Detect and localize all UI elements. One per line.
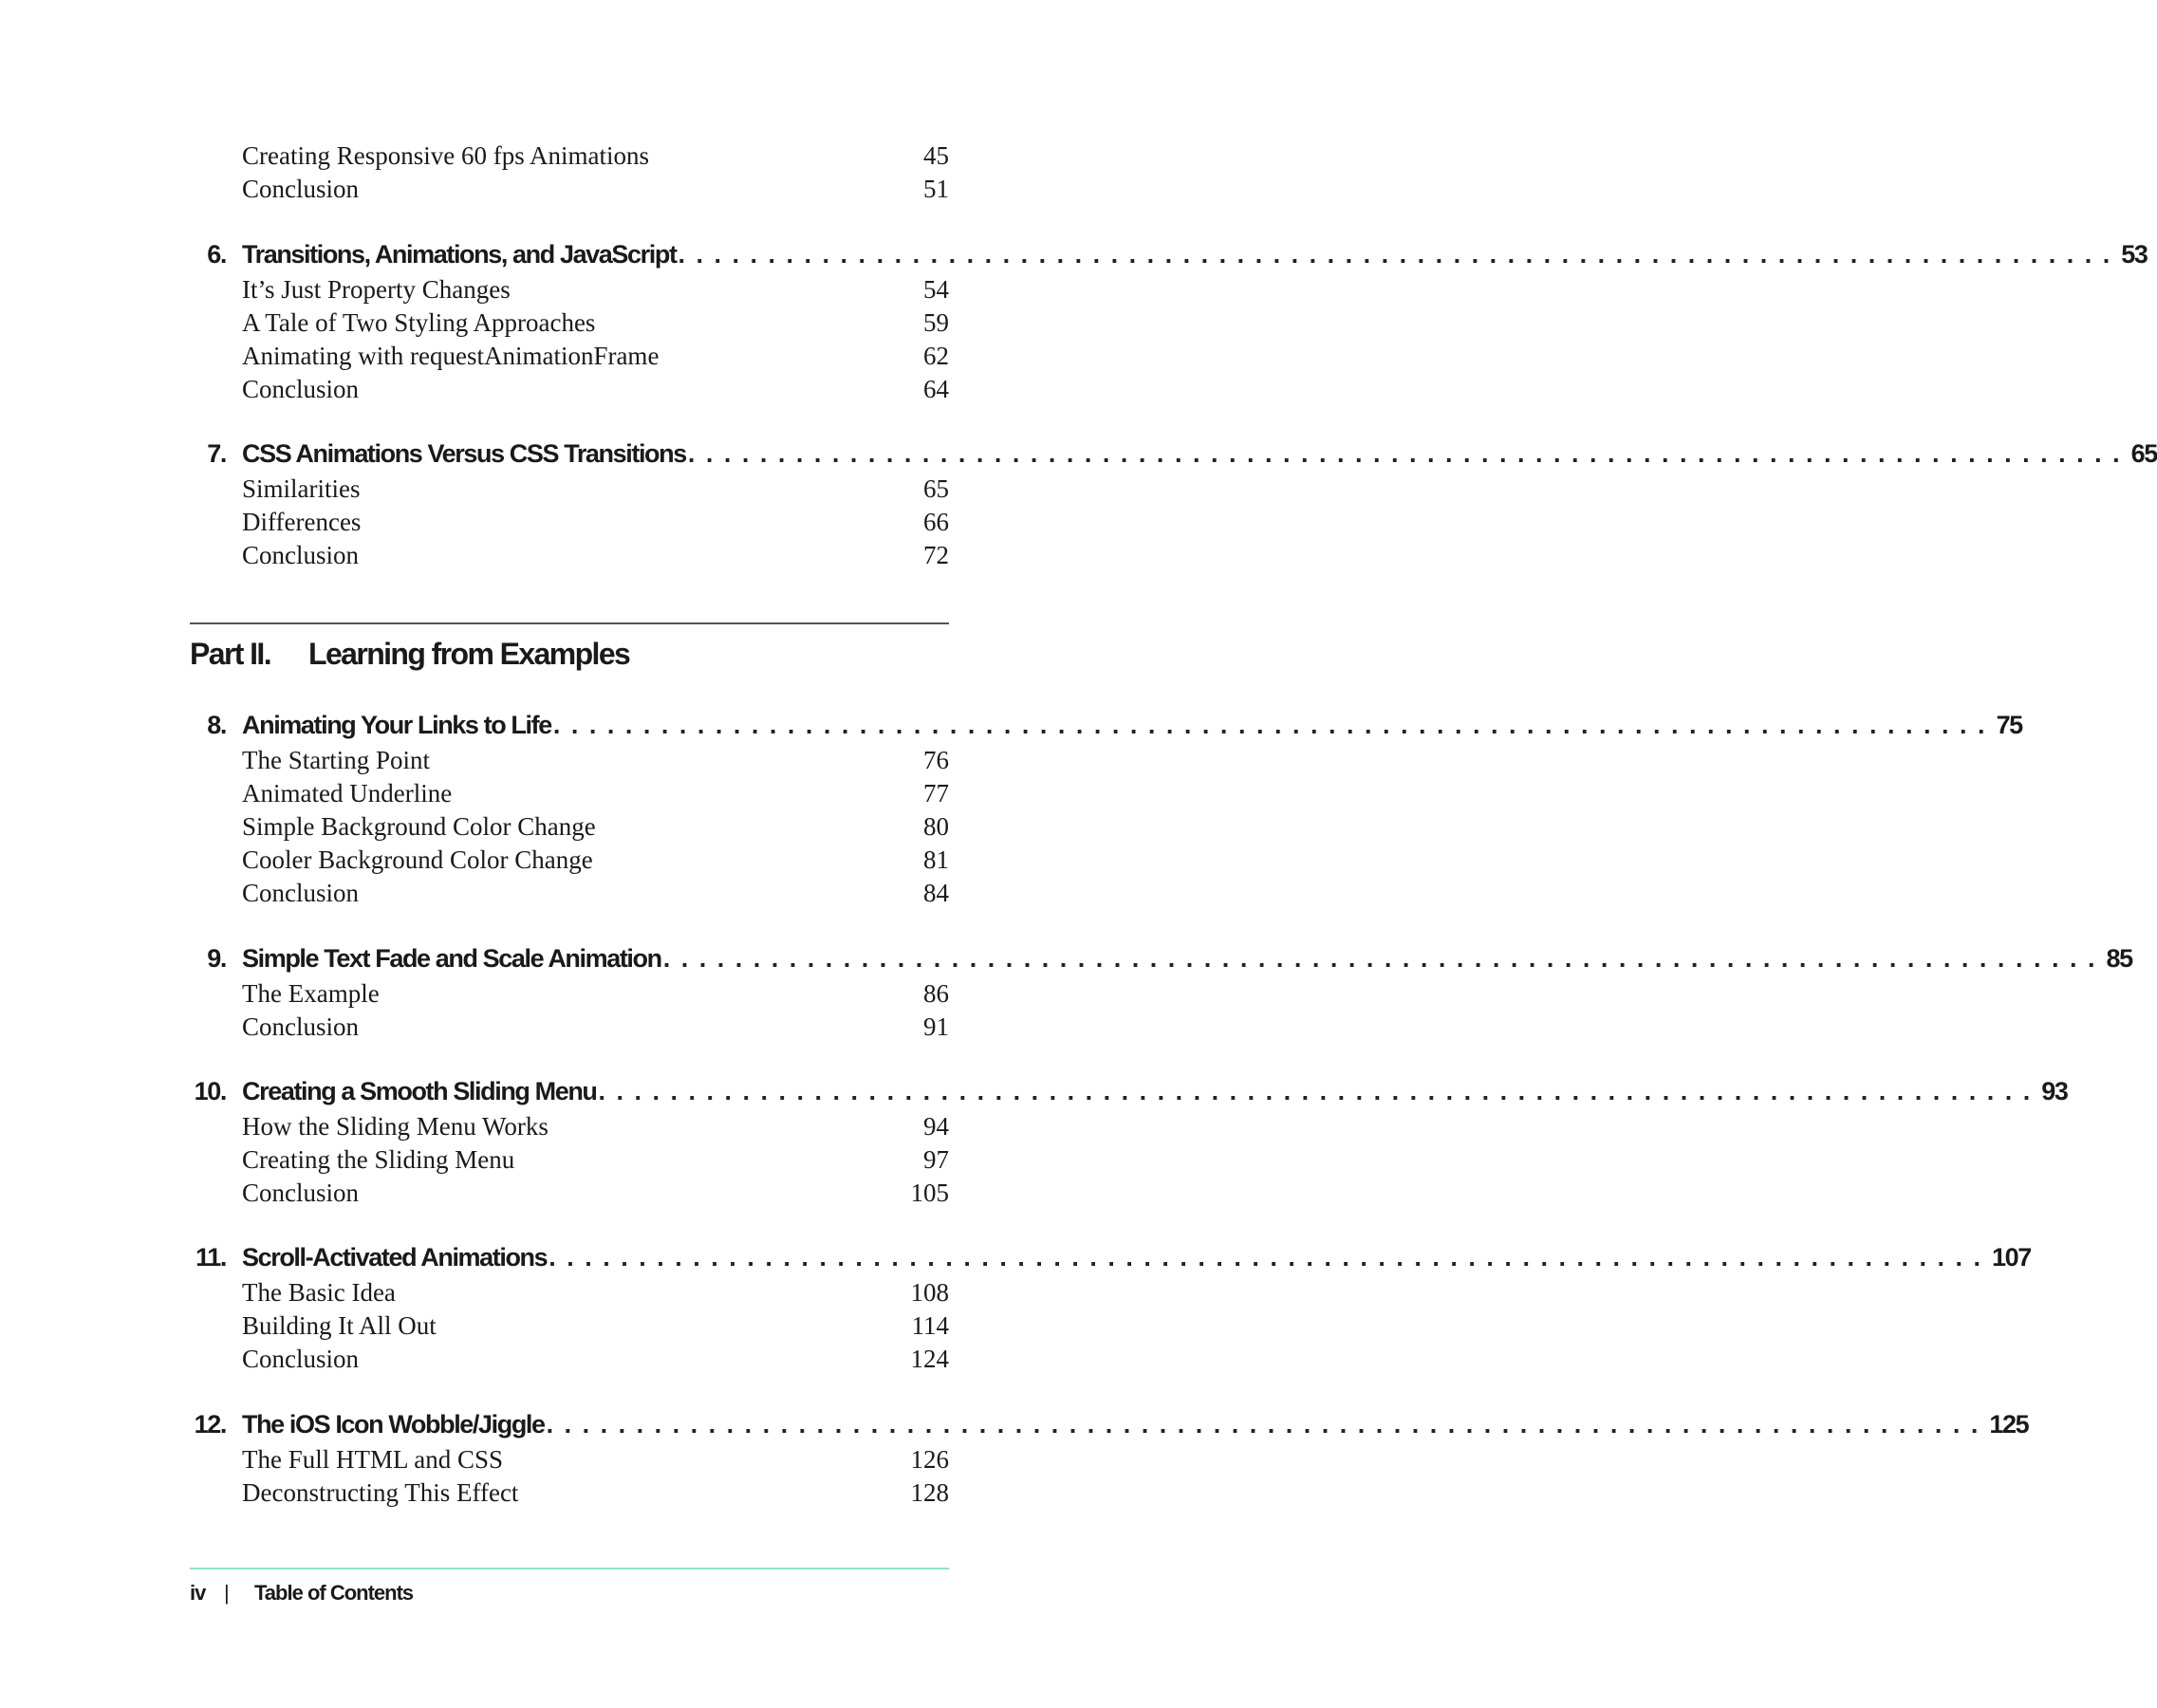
entry-title: Conclusion <box>242 375 360 403</box>
chapter-number: 6. <box>207 240 226 269</box>
entry-page: 105 <box>910 1179 949 1207</box>
chapter-title: Scroll-Activated Animations <box>242 1243 548 1272</box>
dot-leader: . . . . . . . . . . . . . . . . . . . . . . . . . . . . . . . . . . . . . . . . . . . . . . . . . . . . . . . . . . . . . . . . . . . . . . . . . . . . . . . . <box>662 944 2097 973</box>
footer-rule <box>190 1568 949 1569</box>
entry-title: Similarities <box>242 474 361 503</box>
chapter-leader-line <box>242 237 2148 271</box>
part-title: Learning from Examples <box>308 637 630 671</box>
toc-entry[interactable] <box>0 1110 1139 1142</box>
chapter-leader-line <box>242 436 2157 471</box>
entry-page: 45 <box>923 141 949 170</box>
chapter-page: 53 <box>2121 240 2148 269</box>
chapter-heading[interactable] <box>0 1074 2068 1108</box>
toc-entry[interactable] <box>0 1343 1139 1375</box>
chapter-leader-line <box>242 1240 2031 1274</box>
chapter-number: 9. <box>207 944 226 973</box>
toc-entry[interactable] <box>0 306 1139 339</box>
entry-title: Conclusion <box>242 541 360 569</box>
entry-title: Deconstructing This Effect <box>242 1478 519 1507</box>
chapter-page: 93 <box>2041 1077 2068 1105</box>
entry-page: 80 <box>923 812 949 841</box>
entry-page: 81 <box>923 845 949 874</box>
entry-title: Conclusion <box>242 879 360 907</box>
chapter-leader-line <box>242 708 2022 742</box>
entry-title: Animating with requestAnimationFrame <box>242 342 660 370</box>
part-divider <box>190 622 949 624</box>
chapter-page: 65 <box>2130 439 2157 468</box>
chapter-leader-line <box>242 1074 2068 1108</box>
entry-page: 84 <box>923 879 949 907</box>
entry-page: 124 <box>910 1345 949 1373</box>
entry-title: Conclusion <box>242 1012 360 1041</box>
footer-separator: | <box>224 1581 229 1605</box>
chapter-title: Simple Text Fade and Scale Animation <box>242 944 661 973</box>
entry-page: 62 <box>923 342 949 370</box>
entry-title: Creating the Sliding Menu <box>242 1145 515 1174</box>
chapter-leader-line <box>242 941 2132 975</box>
chapter-title: Creating a Smooth Sliding Menu <box>242 1077 597 1105</box>
entry-title: Conclusion <box>242 175 360 203</box>
chapter-number: 7. <box>207 439 226 468</box>
entry-title: A Tale of Two Styling Approaches <box>242 308 596 337</box>
chapter-page: 75 <box>1996 711 2022 739</box>
entry-page: 51 <box>923 175 949 203</box>
entry-title: Conclusion <box>242 1179 360 1207</box>
toc-entry[interactable] <box>0 777 1139 809</box>
entry-title: Animated Underline <box>242 779 453 808</box>
footer-running-title: Table of Contents <box>254 1581 414 1605</box>
toc-entry[interactable] <box>0 744 1139 776</box>
entry-page: 66 <box>923 508 949 536</box>
toc-entry[interactable] <box>0 810 1139 843</box>
entry-title: Creating Responsive 60 fps Animations <box>242 141 649 170</box>
chapter-heading[interactable] <box>0 1240 2031 1274</box>
entry-page: 108 <box>910 1278 949 1307</box>
chapter-title: CSS Animations Versus CSS Transitions <box>242 439 686 468</box>
toc-entry[interactable] <box>0 844 1139 876</box>
entry-title: The Full HTML and CSS <box>242 1445 504 1474</box>
chapter-heading[interactable] <box>0 708 2022 742</box>
entry-page: 86 <box>923 979 949 1008</box>
chapter-heading[interactable] <box>0 941 2132 975</box>
toc-entry[interactable] <box>0 539 1139 571</box>
toc-entry[interactable] <box>0 1476 1139 1509</box>
entry-page: 59 <box>923 308 949 337</box>
chapter-title: Transitions, Animations, and JavaScript <box>242 240 677 269</box>
dot-leader: . . . . . . . . . . . . . . . . . . . . . . . . . . . . . . . . . . . . . . . . . . . . . . . . . . . . . . . . . . . . . . . . . . . . . . . . . . . . . . . . <box>678 240 2112 269</box>
chapter-leader-line <box>242 1407 2029 1441</box>
toc-entry[interactable] <box>0 1309 1139 1342</box>
entry-page: 77 <box>923 779 949 808</box>
chapter-heading[interactable] <box>0 237 2148 271</box>
entry-title: The Starting Point <box>242 746 430 774</box>
entry-page: 65 <box>923 474 949 503</box>
entry-page: 91 <box>923 1012 949 1041</box>
toc-entry[interactable] <box>0 1143 1139 1176</box>
entry-page: 126 <box>910 1445 949 1474</box>
toc-entry[interactable] <box>0 1443 1139 1476</box>
chapter-heading[interactable] <box>0 1407 2029 1441</box>
toc-entry[interactable] <box>0 373 1139 405</box>
toc-entry[interactable] <box>0 273 1139 306</box>
chapter-page: 125 <box>1989 1410 2029 1439</box>
chapter-page: 85 <box>2106 944 2132 973</box>
entry-page: 114 <box>911 1311 949 1340</box>
entry-title: It’s Just Property Changes <box>242 275 511 304</box>
dot-leader: . . . . . . . . . . . . . . . . . . . . . . . . . . . . . . . . . . . . . . . . . . . . . . . . . . . . . . . . . . . . . . . . . . . . . . . . . . . . . . . . <box>552 711 1987 739</box>
chapter-number: 11. <box>195 1243 226 1272</box>
part-label: Part II. <box>190 637 271 671</box>
chapter-heading[interactable] <box>0 436 2157 471</box>
entry-page: 76 <box>923 746 949 774</box>
chapter-title: Animating Your Links to Life <box>242 711 551 739</box>
entry-page: 54 <box>923 275 949 304</box>
entry-title: Simple Background Color Change <box>242 812 596 841</box>
dot-leader: . . . . . . . . . . . . . . . . . . . . . . . . . . . . . . . . . . . . . . . . . . . . . . . . . . . . . . . . . . . . . . . . . . . . . . . . . . . . . . . . <box>598 1077 2033 1105</box>
toc-entry[interactable] <box>0 173 1139 205</box>
entry-page: 94 <box>923 1112 949 1141</box>
entry-title: The Basic Idea <box>242 1278 396 1307</box>
chapter-number: 8. <box>207 711 226 739</box>
toc-entry[interactable] <box>0 877 1139 909</box>
toc-entry[interactable] <box>0 1276 1139 1309</box>
entry-title: The Example <box>242 979 380 1008</box>
entry-page: 128 <box>910 1478 949 1507</box>
entry-title: Conclusion <box>242 1345 360 1373</box>
toc-entry[interactable] <box>0 340 1139 372</box>
toc-entry[interactable] <box>0 506 1139 538</box>
dot-leader: . . . . . . . . . . . . . . . . . . . . . . . . . . . . . . . . . . . . . . . . . . . . . . . . . . . . . . . . . . . . . . . . . . . . . . . . . . . . . . . . <box>687 439 2122 468</box>
entry-title: How the Sliding Menu Works <box>242 1112 549 1141</box>
chapter-title: The iOS Icon Wobble/Jiggle <box>242 1410 545 1439</box>
entry-title: Building It All Out <box>242 1311 437 1340</box>
entry-title: Differences <box>242 508 362 536</box>
dot-leader: . . . . . . . . . . . . . . . . . . . . . . . . . . . . . . . . . . . . . . . . . . . . . . . . . . . . . . . . . . . . . . . . . . . . . . . . . . . . . . . . <box>546 1410 1980 1439</box>
footer-page-number: iv <box>190 1581 206 1605</box>
entry-page: 72 <box>923 541 949 569</box>
chapter-page: 107 <box>1992 1243 2031 1272</box>
toc-entry[interactable] <box>0 977 1139 1010</box>
entry-title: Cooler Background Color Change <box>242 845 593 874</box>
dot-leader: . . . . . . . . . . . . . . . . . . . . . . . . . . . . . . . . . . . . . . . . . . . . . . . . . . . . . . . . . . . . . . . . . . . . . . . . . . . . . . . . <box>549 1243 1983 1272</box>
toc-entry[interactable] <box>0 139 1139 172</box>
entry-page: 97 <box>923 1145 949 1174</box>
chapter-number: 10. <box>194 1077 226 1105</box>
entry-page: 64 <box>923 375 949 403</box>
chapter-number: 12. <box>194 1410 226 1439</box>
toc-entry[interactable] <box>0 1011 1139 1043</box>
toc-entry[interactable] <box>0 473 1139 505</box>
toc-entry[interactable] <box>0 1177 1139 1209</box>
